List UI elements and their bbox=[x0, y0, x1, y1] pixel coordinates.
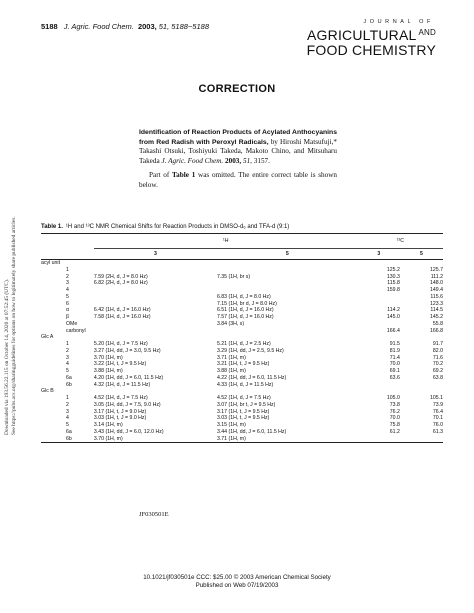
h-shift-3 bbox=[94, 267, 217, 274]
h-shift-5: 5.21 (1H, d, J = 2.5 Hz) bbox=[216, 341, 271, 347]
c-shift-5: 55.8 bbox=[432, 320, 443, 327]
row-label: 1 bbox=[66, 341, 69, 347]
table-row bbox=[41, 328, 443, 335]
c-shift-5: 76.0 bbox=[432, 422, 443, 428]
h-shift-3: 3.03 (1H, t, J = 9.0 Hz) bbox=[93, 415, 147, 422]
table-caption-label: Table 1. bbox=[41, 224, 63, 230]
c-shift-5: 114.5 bbox=[430, 307, 443, 314]
h-shift-5 bbox=[217, 287, 358, 294]
h-shift-3: 5.20 (1H, d, J = 7.5 Hz) bbox=[93, 341, 148, 347]
c-shift-5: 70.2 bbox=[432, 361, 443, 368]
table-row bbox=[41, 348, 443, 355]
c-shift-5: 123.3 bbox=[430, 300, 443, 307]
table-row bbox=[41, 294, 443, 301]
row-label: 1 bbox=[66, 395, 69, 401]
footer-doi: 10.1021/jf030501e CCC: $25.00 © 2003 American Chemical Society bbox=[143, 574, 331, 581]
h-shift-5: 3.21 (1H, t, J = 9.5 Hz) bbox=[216, 361, 270, 368]
correction-text-pre: Part of bbox=[149, 171, 173, 180]
c-shift-3: 76.2 bbox=[389, 408, 400, 415]
h-shift-5: 7.57 (1H, d, J = 16.0 Hz) bbox=[216, 314, 274, 320]
h-shift-5 bbox=[217, 334, 358, 341]
h-shift-5: 3.71 (1H, m) bbox=[216, 354, 246, 361]
table-row bbox=[41, 382, 443, 389]
c-shift-5: 73.9 bbox=[432, 401, 443, 408]
table-caption bbox=[41, 224, 289, 230]
nmr-table-body bbox=[41, 260, 443, 443]
h-shift-5: 3.03 (1H, t, J = 9.5 Hz) bbox=[216, 415, 270, 422]
table-group-row bbox=[41, 388, 443, 395]
download-notice-line2: See https://pubs.acs.org/sharingguidelines for options on how to legitimately share published articles. bbox=[11, 216, 17, 435]
h-shift-5: 3.07 (1H, br t, J = 9.5 Hz) bbox=[216, 401, 276, 408]
c-shift-3 bbox=[358, 382, 400, 389]
c-shift-3: 73.8 bbox=[389, 401, 400, 408]
c-shift-3: 63.6 bbox=[389, 374, 400, 381]
page-number: 5188 bbox=[41, 22, 58, 31]
row-label: 5 bbox=[66, 368, 69, 374]
h-shift-3: 4.52 (1H, d, J = 7.5 Hz) bbox=[93, 395, 148, 401]
c-shift-3 bbox=[358, 388, 400, 395]
header-citation: 51, 5188−5188 bbox=[158, 22, 209, 31]
row-label: 6b bbox=[41, 436, 94, 443]
table-row bbox=[41, 436, 443, 443]
row-label: 2 bbox=[66, 401, 69, 408]
article-volume: 51, bbox=[241, 156, 252, 165]
page-footer bbox=[0, 574, 474, 590]
c-shift-3: 75.8 bbox=[389, 422, 400, 428]
table-row bbox=[41, 402, 443, 409]
c-shift-5 bbox=[400, 388, 443, 395]
c-shift-5: 70.1 bbox=[432, 415, 443, 422]
h-shift-3 bbox=[94, 301, 217, 308]
row-label: β bbox=[66, 314, 69, 320]
c-shift-3: 145.0 bbox=[386, 314, 400, 320]
page-title: CORRECTION bbox=[198, 83, 276, 95]
logo-and: AND bbox=[418, 28, 436, 37]
c-shift-3: 61.2 bbox=[389, 428, 400, 435]
row-label: acyl unit bbox=[41, 260, 61, 266]
c-shift-5: 115.6 bbox=[430, 293, 443, 300]
h-shift-3: 6.42 (1H, d, J = 16.0 Hz) bbox=[93, 307, 151, 314]
row-label: α bbox=[66, 307, 69, 314]
h-shift-3: 7.58 (1H, d, J = 16.0 Hz) bbox=[93, 314, 151, 320]
h-shift-5: 6.51 (1H, d, J = 16.0 Hz) bbox=[216, 307, 274, 314]
h-shift-3: 4.32 (1H, d, J = 11.5 Hz) bbox=[93, 381, 151, 388]
row-label: 6a bbox=[66, 374, 72, 381]
header-year: 2003, bbox=[137, 22, 157, 31]
row-label: Glc B bbox=[41, 388, 54, 395]
article-reference bbox=[139, 128, 337, 166]
c-shift-5 bbox=[400, 382, 443, 389]
row-label: 4 bbox=[66, 415, 69, 422]
footer-published: Published on Web 07/19/2003 bbox=[195, 582, 279, 589]
table-group-row bbox=[41, 334, 443, 341]
table-caption-text: ¹H and ¹³C NMR Chemical Shifts for Reaction Products in DMSO-d₆ and TFA-d (9:1) bbox=[65, 224, 290, 230]
h-shift-5 bbox=[217, 280, 358, 287]
article-title: Identification of Reaction Products of Acylated Anthocyanins from Red Radish with Peroxyl Radicals, bbox=[139, 129, 337, 146]
h-shift-3 bbox=[94, 388, 217, 395]
table-row bbox=[41, 422, 443, 429]
download-notice bbox=[4, 175, 22, 435]
row-label: 4 bbox=[66, 361, 69, 368]
logo-small-text: JOURNAL OF bbox=[363, 19, 434, 25]
correction-article bbox=[139, 128, 337, 191]
h-shift-5: 3.29 (1H, dd, J = 2.5, 9.5 Hz) bbox=[216, 347, 284, 354]
table-row bbox=[41, 287, 443, 294]
h-shift-3: 3.43 (1H, dd, J = 6.0, 12.0 Hz) bbox=[93, 428, 164, 435]
row-label: Glc A bbox=[41, 334, 54, 341]
c-shift-3: 159.8 bbox=[386, 287, 400, 293]
c-shift-3: 70.0 bbox=[389, 361, 400, 368]
c-shift-5: 71.6 bbox=[432, 354, 443, 361]
h-shift-5: 4.33 (1H, d, J = 11.5 Hz) bbox=[216, 381, 274, 388]
table-row bbox=[41, 321, 443, 328]
h-shift-5: 6.83 (1H, d, J = 8.0 Hz) bbox=[216, 293, 271, 300]
journal-logo bbox=[236, 19, 436, 58]
row-label: 3 bbox=[66, 408, 69, 415]
c-shift-3: 91.5 bbox=[389, 341, 400, 347]
c-shift-5: 76.4 bbox=[432, 408, 443, 415]
article-journal: J. Agric. Food Chem. bbox=[161, 156, 224, 165]
h-shift-5: 3.84 (3H, s) bbox=[216, 320, 245, 327]
c-col-3: 3 bbox=[358, 249, 400, 260]
c-shift-3: 125.2 bbox=[386, 266, 400, 273]
table-row bbox=[41, 267, 443, 274]
h-shift-3: 6.82 (2H, d, J = 8.0 Hz) bbox=[93, 280, 148, 287]
table-row bbox=[41, 314, 443, 321]
row-label: 6a bbox=[66, 428, 72, 435]
table-row bbox=[41, 301, 443, 308]
c-shift-5: 61.3 bbox=[432, 428, 443, 435]
table-row bbox=[41, 429, 443, 436]
row-label: 3 bbox=[66, 354, 69, 361]
article-authors: by Hiroshi Matsufuji,* Takashi Otsuki, Toshiyuki Takeda, Makoto Chino, and Mitsuharu Takeda bbox=[139, 137, 338, 165]
c-shift-5: 149.4 bbox=[430, 287, 443, 293]
table-row bbox=[41, 395, 443, 402]
c-nmr-header: ¹³C bbox=[358, 234, 443, 249]
logo-line1: AGRICULTURAL bbox=[307, 27, 417, 43]
h-col-3: 3 bbox=[94, 249, 217, 260]
h-shift-5: 3.44 (1H, dd, J = 6.0, 11.5 Hz) bbox=[216, 428, 287, 435]
c-shift-5: 125.7 bbox=[430, 266, 443, 273]
table-row bbox=[41, 307, 443, 314]
h-shift-5: 4.22 (1H, dd, J = 6.0, 11.5 Hz) bbox=[216, 374, 287, 381]
row-label: 1 bbox=[66, 266, 69, 273]
correction-text-post: was omitted. The entire correct table is shown below. bbox=[139, 171, 337, 189]
h-shift-3: 3.05 (1H, dd, J = 7.5, 9.0 Hz) bbox=[93, 401, 161, 408]
h-shift-5 bbox=[217, 328, 358, 335]
h-shift-5: 3.88 (1H, m) bbox=[216, 368, 246, 374]
c-shift-3 bbox=[358, 334, 400, 341]
h-shift-3 bbox=[94, 287, 217, 294]
running-header bbox=[41, 22, 209, 31]
c-shift-3: 81.9 bbox=[389, 347, 400, 354]
c-shift-3 bbox=[358, 301, 400, 308]
h-shift-3 bbox=[94, 328, 217, 335]
c-shift-3: 69.1 bbox=[389, 368, 400, 374]
table-row bbox=[41, 341, 443, 348]
row-label: carbonyl bbox=[66, 327, 86, 334]
table-row bbox=[41, 361, 443, 368]
row-label: 4 bbox=[66, 287, 69, 293]
h-shift-3: 3.27 (1H, dd, J = 3.0, 9.5 Hz) bbox=[93, 347, 161, 354]
row-label: 6b bbox=[66, 381, 72, 388]
journal-abbrev: J. Agric. Food Chem. bbox=[63, 22, 134, 31]
h-shift-3: 3.70 (1H, m) bbox=[94, 436, 217, 443]
c-shift-3 bbox=[358, 321, 400, 328]
table-row bbox=[41, 368, 443, 375]
row-label: 2 bbox=[66, 273, 69, 280]
row-label: 6 bbox=[66, 300, 69, 307]
h-shift-3: 7.59 (2H, d, J = 8.0 Hz) bbox=[93, 273, 148, 280]
h-shift-5 bbox=[217, 267, 358, 274]
row-label: 2 bbox=[66, 347, 69, 354]
correction-text bbox=[139, 171, 337, 190]
c-shift-5 bbox=[400, 260, 443, 267]
correction-table-ref: Table 1 bbox=[172, 171, 196, 180]
h-shift-5: 3.15 (1H, m) bbox=[216, 422, 246, 428]
logo-line2: FOOD CHEMISTRY bbox=[306, 42, 436, 58]
row-label: 5 bbox=[66, 422, 69, 428]
download-notice-line1: Downloaded via 193.56.22.115 on October 14, 2020 at 07:52:45 (UTC). bbox=[4, 278, 10, 435]
c-shift-5 bbox=[400, 334, 443, 341]
c-shift-5: 91.7 bbox=[432, 341, 443, 347]
table-row bbox=[41, 375, 443, 382]
table-row bbox=[41, 280, 443, 287]
h-nmr-header: ¹H bbox=[94, 234, 358, 249]
h-shift-5: 4.52 (1H, d, J = 7.5 Hz) bbox=[216, 395, 271, 401]
h-shift-3 bbox=[94, 334, 217, 341]
c-shift-5: 148.0 bbox=[430, 280, 443, 287]
table-row bbox=[41, 355, 443, 362]
c-shift-3 bbox=[358, 260, 400, 267]
c-shift-5: 105.1 bbox=[430, 395, 443, 401]
c-shift-5: 69.2 bbox=[432, 368, 443, 374]
h-shift-3: 4.20 (1H, dd, J = 6.0, 11.5 Hz) bbox=[93, 374, 164, 381]
h-shift-3 bbox=[94, 294, 217, 301]
article-year: 2003, bbox=[223, 156, 242, 165]
h-shift-3: 3.17 (1H, t, J = 9.0 Hz) bbox=[93, 408, 147, 415]
c-shift-3: 166.4 bbox=[386, 327, 400, 334]
c-shift-5 bbox=[400, 436, 443, 443]
h-shift-5 bbox=[217, 388, 358, 395]
h-shift-3: 3.22 (1H, t, J = 9.5 Hz) bbox=[93, 361, 147, 368]
c-shift-3: 115.8 bbox=[387, 280, 400, 287]
h-shift-5: 3.17 (1H, t, J = 9.5 Hz) bbox=[216, 408, 270, 415]
c-shift-5: 166.8 bbox=[430, 327, 443, 334]
h-shift-3 bbox=[94, 321, 217, 328]
c-shift-3: 70.0 bbox=[389, 415, 400, 422]
nmr-table bbox=[41, 233, 443, 443]
c-shift-3: 114.2 bbox=[387, 307, 400, 314]
row-label: 5 bbox=[66, 293, 69, 300]
table-row bbox=[41, 274, 443, 281]
c-col-5: 5 bbox=[400, 249, 443, 260]
c-shift-5: 145.2 bbox=[430, 314, 443, 320]
h-shift-3: 3.70 (1H, m) bbox=[93, 354, 123, 361]
row-label: 3 bbox=[66, 280, 69, 287]
c-shift-3: 130.3 bbox=[386, 273, 400, 280]
h-shift-3: 3.14 (1H, m) bbox=[93, 422, 123, 428]
table-row bbox=[41, 415, 443, 422]
c-shift-5: 82.0 bbox=[432, 347, 443, 354]
c-shift-3 bbox=[358, 436, 400, 443]
table-row bbox=[41, 409, 443, 416]
c-shift-5: 63.8 bbox=[432, 374, 443, 381]
row-label: OMe bbox=[66, 320, 78, 327]
c-shift-3: 105.0 bbox=[386, 395, 400, 401]
h-shift-5 bbox=[217, 260, 358, 267]
h-col-5: 5 bbox=[217, 249, 358, 260]
h-shift-5: 7.35 (1H, br s) bbox=[216, 273, 251, 280]
c-shift-3 bbox=[358, 294, 400, 301]
c-shift-5: 111.2 bbox=[430, 273, 443, 280]
h-shift-3: 3.88 (1H, m) bbox=[93, 368, 123, 374]
manuscript-code: JF030501E bbox=[139, 511, 169, 518]
article-page: 3157. bbox=[251, 156, 270, 165]
c-shift-3: 71.4 bbox=[389, 354, 400, 361]
table-group-row bbox=[41, 260, 443, 267]
h-shift-5: 3.71 (1H, m) bbox=[217, 436, 358, 443]
h-shift-5: 7.15 (1H, br d, J = 8.0 Hz) bbox=[216, 300, 277, 307]
h-shift-3 bbox=[94, 260, 217, 267]
